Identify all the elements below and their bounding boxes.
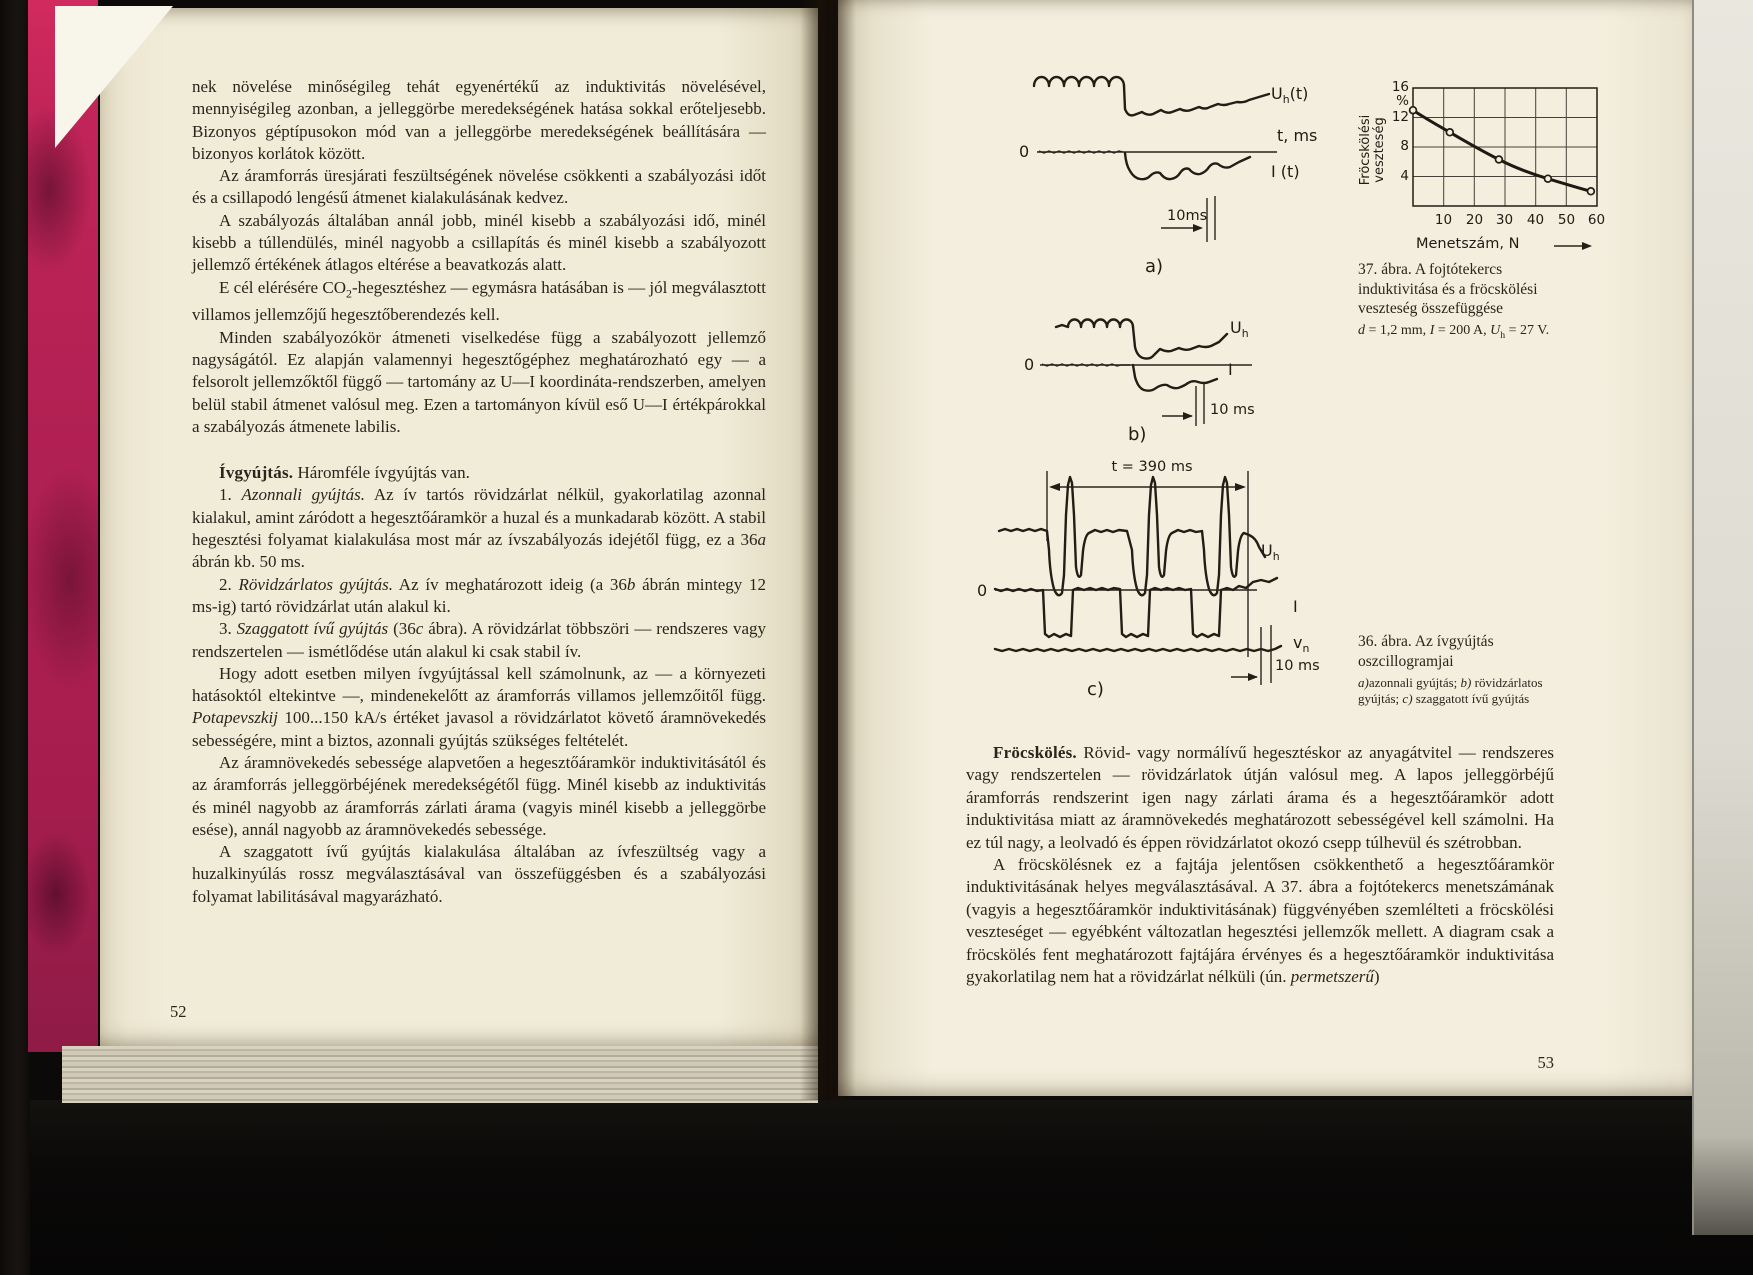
text-segment: ábrán kb. 50 ms. [192, 552, 305, 572]
uh-voltage-trace [1124, 86, 1269, 115]
text-segment: 100...150 kA/s értéket javasol a rövidzárlatot követő áramnövekedés sebességére, mint a biztos, azonnali gyújtás szükséges feltételét. [192, 708, 766, 750]
xtick-30: 30 [1495, 212, 1514, 228]
text-segment: v [1293, 633, 1303, 652]
text-segment: azonnali gyújtás; [1368, 675, 1461, 690]
book-spine [0, 0, 30, 1275]
figure-36c [975, 455, 1335, 700]
data-point [1410, 107, 1417, 114]
text-segment: c [415, 619, 424, 639]
caption-line: oszcillogramjai [1358, 652, 1454, 670]
page-number-left: 52 [170, 1002, 187, 1021]
paragraph [192, 76, 766, 165]
text-segment: = 27 V. [1505, 322, 1550, 338]
scale-arrowhead [1248, 673, 1258, 681]
text-segment: (36 [388, 619, 416, 639]
current-trace [1125, 153, 1250, 179]
xtick-10: 10 [1434, 212, 1453, 228]
paragraph [192, 327, 766, 438]
text-segment: A fröcskölésnek ez a fajtája jelentősen csökkenthető a hegesztőáramkör induktivitásának helyes megválasztásával. A 37. ábra a fojtótekercs menetszámának (vagyis a hegesztőáramkör induktivitásának) függvényében szemlélteti a fröcskölési veszteséget — egyébként változatlan hegesztési jellemzők mellett. A diagram csak a fröcskölés fent meghatározott fajtájára érvényes és a hegesztőáramkör induktivitása gyakorlatilag nem hat a rövidzárlat nélküli (ún. [966, 855, 1554, 987]
text-segment: permetszerű [1290, 967, 1374, 987]
subfig-c-label: c) [1087, 679, 1104, 700]
text-segment: ábra). A rövidzárlat többszöri — rendszeres vagy rendszertelen — ismétlődése után alakul ki csak stabil ív. [192, 619, 766, 661]
cover-strip [28, 0, 98, 1052]
current-label: I [1228, 360, 1233, 379]
text-segment: Az ív meghatározott ideig (a 36 [393, 574, 627, 594]
text-segment: Azonnali gyújtás. [241, 485, 366, 505]
text-segment: d [1358, 322, 1365, 338]
figure-36b [1020, 300, 1340, 450]
time-scale-label: 10ms [1167, 208, 1208, 224]
text-segment: c) [1402, 691, 1413, 706]
text-segment: Rövid- vagy normálívű hegesztéskor az anyagátvitel — rendszeres vagy rendszertelen — rövidzárlatok útján valósul meg. A lapos jelleggörbéjű áramforrás rendszerint igen nagy zárlati árama és a hegesztőáramkör adott induktivitása miatt az áramnövekedés meghatározott sebességével kell számolni. Ha ez túl nagy, a leolvadó és éppen rövidzárlatot okozó csepp túlhevül és szétrobban. [966, 743, 1554, 852]
text-segment: A szaggatott ívű gyújtás kialakulása általában az ívfeszültség vagy a huzalkinyúlás rossz megválasztásával van összefüggésben és a szabályozási folyamat labilitásával magyarázható. [192, 842, 766, 906]
data-point [1446, 129, 1453, 136]
figure-36a [1015, 58, 1345, 288]
time-scale-label: 10 ms [1275, 658, 1320, 674]
text-segment: Hogy adott esetben milyen ívgyújtással kell számolnunk, az — a környezeti hatásoktól eltekintve —, mindenekelőtt az áramforrás villamos jellemzőitől függ. [192, 663, 766, 706]
page-edge-right [1692, 0, 1753, 1235]
right-text-column [966, 742, 1554, 988]
paragraph [192, 484, 766, 573]
xtick-60: 60 [1587, 212, 1606, 228]
ytick-12: 12 [1391, 109, 1409, 125]
uh-voltage-trace [1133, 327, 1227, 359]
text-segment: Ívgyújtás. [219, 463, 294, 483]
percent-label: % [1396, 93, 1409, 109]
caption-line: 37. ábra. A fojtótekercs [1358, 261, 1503, 278]
chart-x-axis-label: Menetszám, N [1416, 236, 1520, 252]
text-segment: U [1261, 541, 1273, 560]
data-point [1545, 175, 1552, 182]
paragraph [192, 618, 766, 663]
uh-voltage-label [1230, 318, 1249, 340]
text-segment: U [1490, 322, 1501, 338]
paragraph [192, 752, 766, 841]
text-segment: Szaggatott ívű gyújtás [236, 619, 389, 639]
gutter-shadow [800, 0, 856, 1100]
text-segment: Az ív tartós rövidzárlat nélkül, gyakorlatilag azonnal kialakul, amint záródott a hegesztőáramkör a huzal és a munkadarab között. A stabil hegesztési folyamat kialakulása most már az ívszabályozás idejétől függ, ez a 36 [192, 485, 767, 550]
dim-arrowhead-left [1049, 483, 1060, 491]
caption-fig36 [1358, 632, 1618, 707]
left-text-column [192, 76, 766, 908]
text-segment: b [626, 574, 636, 594]
figure-37-chart [1358, 70, 1620, 262]
zero-label: 0 [977, 581, 988, 600]
text-segment: a) [1358, 675, 1369, 690]
text-segment: E cél elérésére CO [219, 277, 346, 297]
uh-voltage-trace [999, 477, 1265, 595]
text-segment: h [1500, 329, 1506, 341]
chart-y-axis-label-line1: Fröcskölési [1358, 114, 1373, 186]
text-segment: szaggatott ívű gyújtás [1412, 691, 1530, 706]
caption-parameters [1358, 322, 1613, 344]
text-segment: nek növelése minőségileg tehát egyenértékű az induktivitás növelésével, mennyiségileg azonban, a jelleggörbe meredekségének hatása sokkal erőteljesebb. Bizonyos géptípusokon mód van a jelleggörbe meredekségének beállítására — bizonyos korlátok között. [192, 77, 766, 163]
text-segment: h [1282, 93, 1290, 107]
text-segment: rövidzárlatos [1471, 675, 1543, 690]
text-segment: 2. [219, 574, 239, 594]
paragraph [966, 854, 1554, 988]
text-segment: U [1271, 84, 1283, 103]
scale-arrowhead [1193, 224, 1203, 232]
text-segment: 2 [345, 286, 352, 301]
text-segment: Az áramforrás üresjárati feszültségének növelése csökkenti a szabályozási időt és a csillapodó lengésű átmenet kialakulásának kedvez. [192, 166, 766, 208]
paragraph [192, 210, 766, 277]
text-segment: Háromféle ívgyújtás van. [293, 463, 470, 483]
time-axis-label: t, ms [1277, 126, 1318, 145]
scan-background-bottom [0, 1100, 1753, 1275]
scale-arrowhead [1183, 412, 1193, 420]
text-segment: b) [1460, 675, 1472, 690]
data-point [1496, 156, 1503, 163]
zero-label: 0 [1024, 355, 1035, 374]
text-segment: ) [1373, 967, 1380, 987]
text-segment: gyújtás; [1358, 691, 1403, 706]
text-segment: Fröcskölés. [993, 743, 1077, 762]
vn-trace [995, 646, 1281, 651]
paragraph [192, 841, 766, 908]
data-point [1588, 188, 1595, 195]
text-segment: I [1429, 322, 1435, 338]
text-segment: -hegesztéshez — egymásra hatásában is — jól megválasztott villamos jellemzőjű hegesztőberendezés kell. [192, 277, 766, 325]
uh-coil-trace [1056, 320, 1133, 328]
uh-voltage-label [1261, 541, 1280, 563]
paragraph [192, 663, 766, 752]
current-label: I [1293, 597, 1298, 616]
page-edge-stack [62, 1046, 818, 1103]
text-segment: ábrán mintegy 12 ms-ig) tartó rövidzárlat után alakul ki. [192, 574, 767, 616]
text-segment: 1. [219, 485, 242, 505]
ytick-16: 16 [1391, 79, 1409, 95]
dim-arrowhead-right [1235, 483, 1246, 491]
xtick-20: 20 [1465, 212, 1484, 228]
text-segment: = 200 A, [1434, 322, 1491, 338]
caption-line: veszteség összefüggése [1358, 300, 1504, 317]
paragraph [966, 742, 1554, 854]
caption-fig37 [1358, 260, 1613, 343]
paragraph [192, 462, 766, 484]
time-scale-label: 10 ms [1210, 402, 1255, 418]
caption-line: induktivitása és a fröcskölési [1358, 280, 1538, 298]
subfig-a-label: a) [1145, 256, 1164, 277]
paragraph [192, 165, 766, 210]
caption-subline [1358, 691, 1618, 707]
xtick-40: 40 [1526, 212, 1545, 228]
text-segment: a [757, 530, 766, 550]
ytick-4: 4 [1400, 168, 1409, 184]
chart-y-axis-label-line2: veszteség [1372, 117, 1387, 183]
subfig-b-label: b) [1128, 424, 1147, 445]
oscillogram-b-canvas [1020, 300, 1340, 450]
loss-curve [1413, 110, 1591, 191]
text-segment: = 1,2 mm, [1365, 322, 1430, 338]
text-segment: (t) [1289, 84, 1309, 103]
text-segment: 3. [219, 619, 237, 639]
text-segment: h [1272, 550, 1280, 564]
caption-subline [1358, 675, 1618, 691]
text-segment: n [1302, 642, 1310, 656]
paragraph [192, 277, 766, 327]
text-segment: Rövidzárlatos gyújtás. [238, 574, 394, 594]
text-segment: h [1241, 327, 1249, 341]
paragraph [192, 574, 766, 619]
uh-coil-trace [1034, 77, 1124, 86]
xtick-50: 50 [1557, 212, 1576, 228]
text-segment: Potapevszkij [192, 708, 278, 728]
caption-line: 36. ábra. Az ívgyújtás [1358, 633, 1494, 650]
uh-voltage-label [1271, 84, 1308, 106]
zero-label: 0 [1019, 142, 1030, 161]
text-segment: Az áramnövekedés sebessége alapvetően a hegesztőáramkör induktivitásától és az áramforrás jelleggörbéjének meredekségétől függ. Minél kisebb az induktivitás és minél nagyobb az áramforrás zárlati árama (vagyis minél kisebb a jelleggörbe esése), annál nagyobb az áramnövekedés sebessége. [192, 753, 766, 839]
text-segment: Minden szabályozókör átmeneti viselkedése függ a szabályozott jellemző nagyságától. Ez alapján valamennyi hegesztőgéphez meghatározható egy — a felsorolt jellemzőktől függő — tartomány az U—I koordináta-rendszerben, amelyen belül stabil átmenet valósul meg. Ezen a tartományon kívül eső U—I értékpárokkal a szabályozás átmenete labilis. [192, 327, 766, 436]
vn-label [1293, 633, 1309, 655]
xlabel-arrowhead [1582, 242, 1592, 250]
ytick-8: 8 [1400, 138, 1409, 154]
text-segment: U [1230, 318, 1242, 337]
page-number-right: 53 [1537, 1053, 1554, 1072]
text-segment: A szabályozás általában annál jobb, minél kisebb a szabályozási idő, minél kisebb a túllendülés, minél nagyobb a csillapítás és minél kisebb a szabályozott jellemző értékének átlagos eltérése a beavatkozás alatt. [192, 210, 766, 275]
current-label: I (t) [1271, 162, 1300, 181]
duration-dimension-label: t = 390 ms [1111, 459, 1193, 475]
